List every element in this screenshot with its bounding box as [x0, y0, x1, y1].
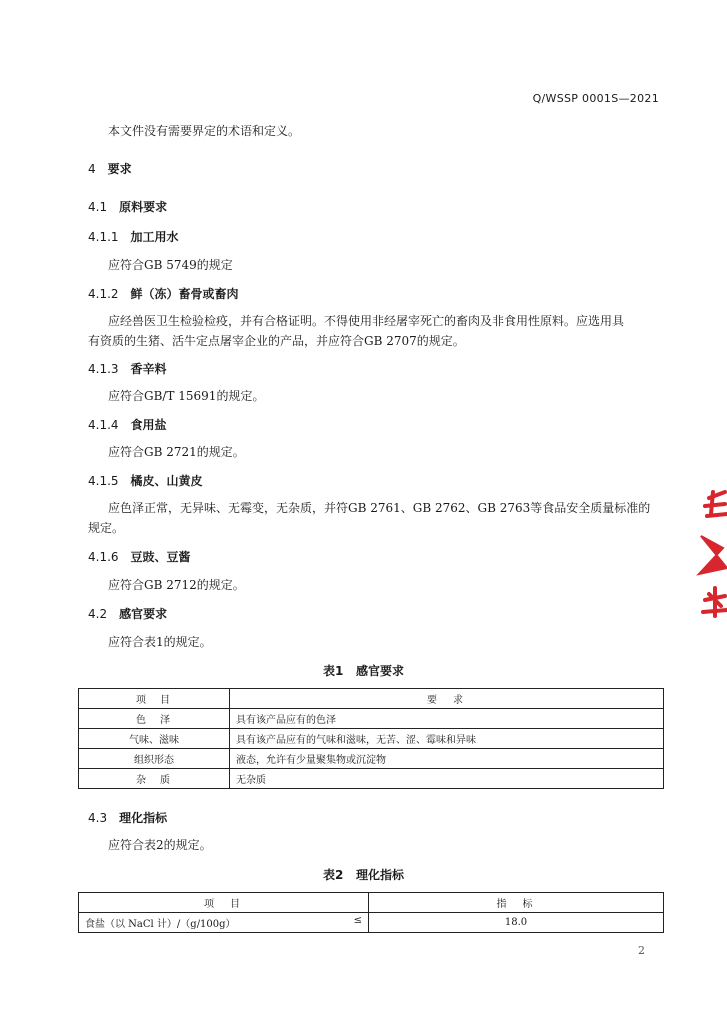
caption-title: 理化指标 — [355, 868, 404, 882]
section-4-3-heading — [88, 809, 167, 826]
section-number: 4.1.3 — [88, 362, 119, 376]
section-4-1-6-heading — [88, 548, 191, 565]
table-header-row — [79, 689, 664, 709]
caption-number: 表1 — [323, 664, 344, 678]
item-name: 食盐（以 NaCl 计）/（g/100g） — [85, 919, 236, 930]
section-4-1-4-text: 应符合GB 2721的规定。 — [108, 445, 245, 459]
table-cell: 无杂质 — [230, 769, 664, 789]
table-row — [79, 729, 664, 749]
section-4-1-6-text: 应符合GB 2712的规定。 — [108, 578, 245, 592]
column-header-item: 项 目 — [79, 893, 369, 913]
section-number: 4.3 — [88, 811, 108, 825]
column-header-requirement: 要 求 — [230, 689, 664, 709]
table-cell: 液态，允许有少量聚集物或沉淀物 — [230, 749, 664, 769]
table-row — [79, 749, 664, 769]
section-4-2-heading — [88, 605, 167, 622]
section-title: 要求 — [107, 162, 132, 176]
section-number: 4 — [88, 162, 96, 176]
section-4-3-text: 应符合表2的规定。 — [108, 838, 212, 852]
section-4-1-1-text: 应符合GB 5749的规定 — [108, 258, 233, 272]
section-4-1-3-heading — [88, 360, 167, 377]
section-title: 豆豉、豆酱 — [130, 550, 191, 564]
section-4-1-3-text: 应符合GB/T 15691的规定。 — [108, 389, 265, 403]
table-cell: 组织形态 — [79, 749, 230, 769]
table-1-caption — [0, 662, 727, 679]
indicator-value: 18.0 — [369, 913, 664, 933]
section-number: 4.1.5 — [88, 474, 119, 488]
section-number: 4.1.1 — [88, 230, 119, 244]
section-4-1-2-text — [88, 311, 663, 351]
section-number: 4.2 — [88, 607, 108, 621]
section-title: 橘皮、山黄皮 — [130, 474, 203, 488]
table-cell: 杂 质 — [79, 769, 230, 789]
paragraph-line: 规定。 — [88, 521, 125, 535]
caption-number: 表2 — [323, 868, 344, 882]
section-number: 4.1.4 — [88, 418, 119, 432]
physicochemical-indicators-table — [78, 892, 664, 933]
caption-title: 感官要求 — [355, 664, 404, 678]
section-number: 4.1.6 — [88, 550, 119, 564]
section-4-2-text: 应符合表1的规定。 — [108, 635, 212, 649]
table-cell: 具有该产品应有的气味和滋味，无苦、涩、霉味和异味 — [230, 729, 664, 749]
table-cell: 气味、滋味 — [79, 729, 230, 749]
column-header-item: 项 目 — [79, 689, 230, 709]
paragraph-line: 有资质的生猪、活牛定点屠宰企业的产品，并应符合GB 2707的规定。 — [88, 334, 465, 348]
page-number: 2 — [638, 944, 645, 957]
section-title: 鲜（冻）畜骨或畜肉 — [130, 287, 239, 301]
table-2-caption — [0, 866, 727, 883]
section-4-1-4-heading — [88, 416, 167, 433]
section-title: 食用盐 — [130, 418, 167, 432]
section-title: 原料要求 — [119, 200, 168, 214]
paragraph-line: 应色泽正常，无异味、无霉变，无杂质，并符GB 2761、GB 2762、GB 2763等食品安全质量标准的 — [108, 501, 651, 515]
section-4-1-5-text — [88, 498, 663, 538]
section-4-1-2-heading — [88, 285, 239, 302]
table-cell — [79, 913, 369, 933]
table-row — [79, 913, 664, 933]
intro-text: 本文件没有需要界定的术语和定义。 — [108, 124, 301, 138]
section-4-1-heading — [88, 198, 167, 215]
section-title: 香辛料 — [130, 362, 167, 376]
section-title: 理化指标 — [119, 811, 168, 825]
section-title: 感官要求 — [119, 607, 168, 621]
less-equal-sign: ≤ — [353, 915, 362, 926]
section-number: 4.1 — [88, 200, 108, 214]
standard-number: Q/WSSP 0001S—2021 — [532, 92, 659, 105]
table-header-row — [79, 893, 664, 913]
section-4-1-1-heading — [88, 228, 179, 245]
column-header-indicator: 指 标 — [369, 893, 664, 913]
paragraph-line: 应经兽医卫生检验检疫，并有合格证明。不得使用非经屠宰死亡的畜肉及非食用性原料。应选用具 — [108, 314, 625, 328]
sensory-requirements-table — [78, 688, 664, 789]
table-row — [79, 709, 664, 729]
table-row — [79, 769, 664, 789]
table-cell: 色 泽 — [79, 709, 230, 729]
section-number: 4.1.2 — [88, 287, 119, 301]
section-title: 加工用水 — [130, 230, 179, 244]
section-4-1-5-heading — [88, 472, 203, 489]
section-4-heading — [88, 160, 132, 177]
table-cell: 具有该产品应有的色泽 — [230, 709, 664, 729]
red-seal-stamp-fragment — [695, 488, 727, 623]
